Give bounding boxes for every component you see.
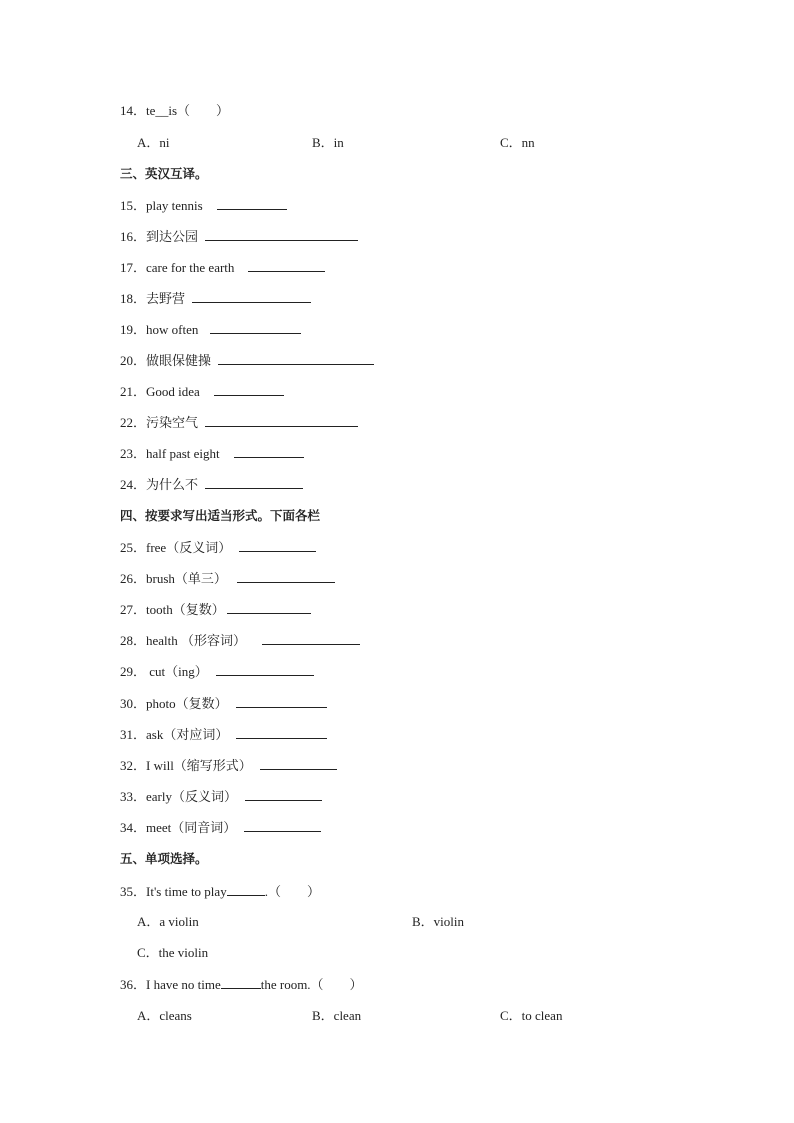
answer-blank-26[interactable] [237, 569, 335, 583]
question-21-text: 21．Good idea [120, 384, 200, 399]
q14-option-c[interactable]: C．nn [500, 135, 535, 150]
question-15-text: 15．play tennis [120, 198, 203, 213]
answer-blank-24[interactable] [205, 475, 303, 489]
answer-blank-32[interactable] [260, 756, 337, 770]
question-20-text: 20．做眼保健操 [120, 353, 212, 368]
question-33 [120, 787, 322, 806]
answer-blank-27[interactable] [227, 600, 311, 614]
section-5-heading: 五、单项选择。 [120, 851, 208, 866]
answer-blank-31[interactable] [236, 725, 327, 739]
question-26 [120, 569, 335, 588]
section-3-heading: 三、英汉互译。 [120, 166, 208, 181]
q35-option-a[interactable]: A．a violin [137, 914, 199, 929]
q36-option-c[interactable]: C．to clean [500, 1008, 563, 1023]
question-30-text: 30．photo（复数） [120, 696, 228, 711]
question-29 [120, 662, 314, 681]
question-34-text: 34．meet（同音词） [120, 820, 237, 835]
question-27-text: 27．tooth（复数） [120, 602, 225, 617]
question-18 [120, 289, 311, 308]
q14-option-a[interactable]: A．ni [137, 135, 170, 150]
question-15 [120, 196, 287, 215]
question-36-text: 36．I have no time [120, 977, 221, 992]
question-36-tail: the room.（ ） [260, 977, 363, 992]
q36-option-b[interactable]: B．clean [312, 1008, 362, 1023]
question-17 [120, 258, 325, 277]
question-22 [120, 413, 358, 432]
question-16 [120, 227, 358, 246]
answer-blank-19[interactable] [210, 320, 301, 334]
question-24 [120, 475, 303, 494]
question-34 [120, 818, 321, 837]
question-31-text: 31．ask（对应词） [120, 727, 229, 742]
answer-blank-22[interactable] [205, 413, 358, 427]
question-27 [120, 600, 311, 619]
question-28 [120, 631, 360, 650]
question-29-text: 29． cut（ing） [120, 664, 208, 679]
question-14 [120, 102, 229, 120]
question-31 [120, 725, 327, 744]
answer-blank-17[interactable] [248, 258, 325, 272]
question-33-text: 33．early（反义词） [120, 789, 237, 804]
answer-blank-29[interactable] [216, 662, 314, 676]
question-30 [120, 694, 327, 713]
question-22-text: 22．污染空气 [120, 415, 199, 430]
answer-blank-18[interactable] [192, 289, 311, 303]
question-25 [120, 538, 316, 557]
question-36 [120, 975, 363, 994]
answer-blank-20[interactable] [218, 351, 374, 365]
answer-blank-16[interactable] [205, 227, 358, 241]
answer-blank-30[interactable] [236, 694, 327, 708]
question-25-text: 25．free（反义词） [120, 540, 232, 555]
question-18-text: 18．去野营 [120, 291, 186, 306]
q14-option-b[interactable]: B．in [312, 135, 344, 150]
q35-option-b[interactable]: B．violin [412, 914, 465, 929]
question-16-text: 16．到达公园 [120, 229, 199, 244]
question-35-tail: .（ ） [264, 884, 320, 899]
question-20 [120, 351, 374, 370]
question-23 [120, 444, 304, 463]
answer-blank-28[interactable] [262, 631, 360, 645]
q36-option-a[interactable]: A．cleans [137, 1008, 192, 1023]
question-24-text: 24．为什么不 [120, 477, 199, 492]
answer-blank-23[interactable] [234, 444, 304, 458]
question-32-text: 32．I will（缩写形式） [120, 758, 252, 773]
question-14-text: 14．te__is（ ） [120, 103, 230, 118]
answer-blank-15[interactable] [217, 196, 287, 210]
question-23-text: 23．half past eight [120, 446, 220, 461]
question-26-text: 26．brush（单三） [120, 571, 227, 586]
question-32 [120, 756, 337, 775]
question-35-text: 35．It's time to play [120, 884, 227, 899]
q35-option-c[interactable]: C．the violin [137, 945, 209, 960]
question-28-text: 28．health （形容词） [120, 633, 247, 648]
answer-blank-36[interactable] [221, 975, 261, 989]
answer-blank-25[interactable] [239, 538, 316, 552]
answer-blank-34[interactable] [244, 818, 321, 832]
question-17-text: 17．care for the earth [120, 260, 235, 275]
answer-blank-21[interactable] [214, 382, 284, 396]
question-21 [120, 382, 284, 401]
answer-blank-33[interactable] [245, 787, 322, 801]
question-19 [120, 320, 301, 339]
question-19-text: 19．how often [120, 322, 199, 337]
question-35 [120, 882, 320, 901]
answer-blank-35[interactable] [227, 882, 265, 896]
section-4-heading: 四、按要求写出适当形式。下面各栏 [120, 508, 321, 523]
